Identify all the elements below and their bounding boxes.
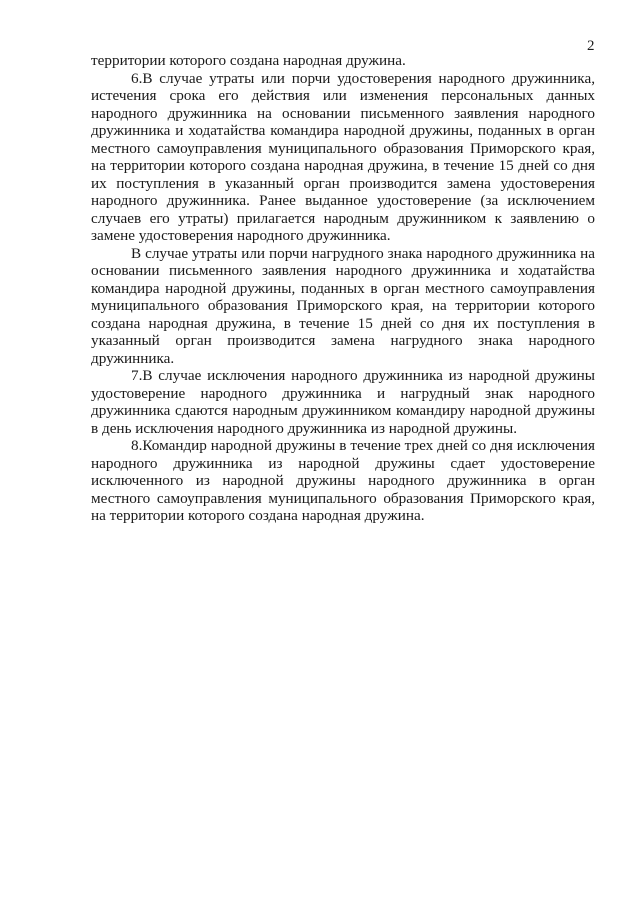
paragraph-badge-replacement: В случае утраты или порчи нагрудного знака народного дружинника на основании письменного заявления народного дружинника и ходатайства командира народной дружины, поданных в орган местного самоуправления муниципального образования Приморского края, на территории которого создана народная дружина, в течение 15 дней со дня их поступления в указанный орган производится замена нагрудного знака народного дружинника. (91, 244, 595, 367)
document-body (91, 52, 595, 525)
page-number: 2 (587, 38, 595, 54)
paragraph-item-6: 6.В случае утраты или порчи удостоверения народного дружинника, истечения срока его действия или изменения персональных данных народного дружинника на основании письменного заявления народного дружинника и ходатайства командира народной дружины, поданных в орган местного самоуправления муниципального образования Приморского края, на территории которого создана народная дружина, в течение 15 дней со дня их поступления в указанный орган производится замена удостоверения народного дружинника. Ранее выданное удостоверение (за исключением случаев его утраты) прилагается народным дружинником к заявлению о замене удостоверения народного дружинника. (91, 69, 595, 244)
paragraph-continuation: территории которого создана народная дружина. (91, 52, 406, 69)
paragraph-item-8: 8.Командир народной дружины в течение трех дней со дня исключения народного дружинника из народной дружины сдает удостоверение исключенного из народной дружины народного дружинника в орган местного самоуправления муниципального образования Приморского края, на территории которого создана народная дружина. (91, 437, 595, 524)
paragraph-item-7: 7.В случае исключения народного дружинника из народной дружины удостоверение народного дружинника и нагрудный знак народного дружинника сдаются народным дружинником командиру народной дружины в день исключения народного дружинника из народной дружины. (91, 367, 595, 437)
